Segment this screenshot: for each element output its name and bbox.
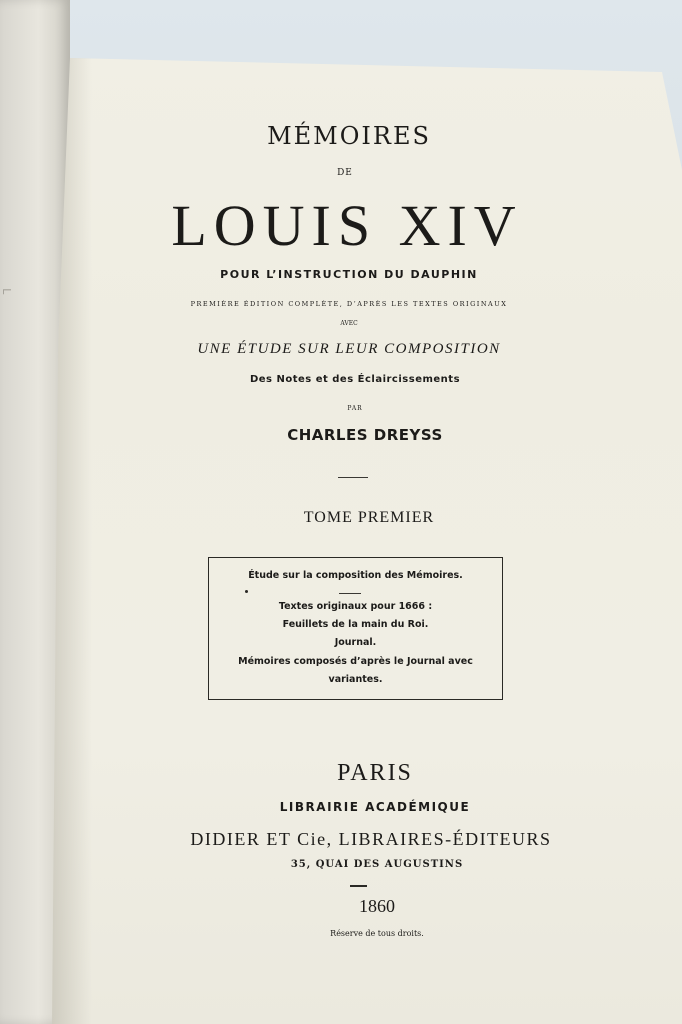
avec-label: AVEC [340, 320, 358, 327]
imprint-librairie: LIBRAIRIE ACADÉMIQUE [279, 800, 471, 814]
edition-note: PREMIÈRE ÉDITION COMPLÈTE, D’APRÈS LES TEXTES ORIGINAUX [190, 300, 508, 308]
imprint-city: PARIS [337, 760, 413, 786]
volume-label: TOME PREMIER [303, 509, 435, 526]
imprint-address: 35, QUAI DES AUGUSTINS [290, 859, 464, 870]
contents-line: Journal. [334, 637, 377, 648]
title-de: DE [337, 168, 353, 178]
etude-line: UNE ÉTUDE SUR LEUR COMPOSITION [197, 341, 501, 357]
contents-line: Textes originaux pour 1666 : [278, 601, 433, 612]
imprint-publisher: DIDIER ET Cie, LIBRAIRES-ÉDITEURS [190, 829, 552, 849]
title-louis-xiv: LOUIS XIV [171, 193, 523, 258]
imprint-rights: Réserve de tous droits. [330, 929, 424, 938]
ink-dot [245, 590, 248, 593]
contents-line: Mémoires composés d’après le Journal avec [238, 656, 473, 667]
contents-line: variantes. [328, 674, 383, 685]
title-memoires: MÉMOIRES [267, 122, 431, 150]
contents-divider [339, 593, 361, 594]
subtitle-pour: POUR L’INSTRUCTION DU DAUPHIN [220, 268, 478, 281]
imprint-year: 1860 [359, 896, 395, 916]
par-label: PAR [347, 405, 363, 412]
notes-line: Des Notes et des Éclaircissements [249, 374, 461, 385]
divider-rule [338, 477, 368, 478]
facing-page-mark: ᒣ [0, 288, 14, 295]
author-name: CHARLES DREYSS [287, 426, 443, 444]
contents-box [208, 557, 503, 700]
contents-line: Étude sur la composition des Mémoires. [248, 570, 463, 581]
year-rule [350, 885, 367, 887]
contents-line: Feuillets de la main du Roi. [282, 619, 429, 630]
